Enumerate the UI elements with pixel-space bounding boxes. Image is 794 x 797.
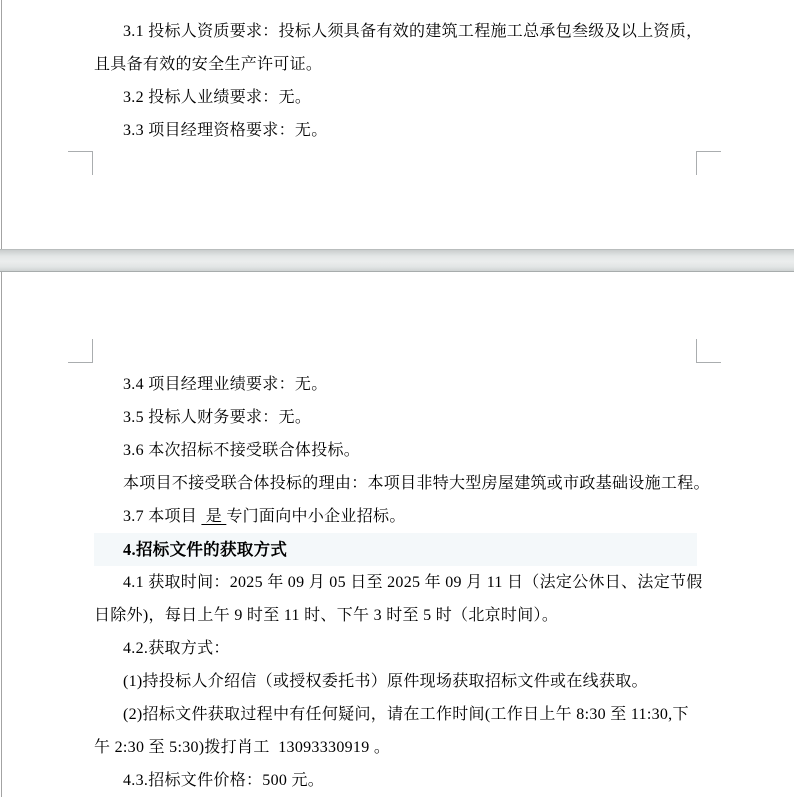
margin-corner-mark-bottom-right (696, 151, 721, 175)
doc-line-3-7[interactable] (94, 500, 734, 533)
margin-corner-mark-bottom-left (68, 151, 93, 175)
doc-line-4-1[interactable]: 4.1 获取时间：2025 年 09 月 05 日至 2025 年 09 月 11 日（法定公休日、法定节假 (123, 574, 703, 591)
page-left-edge-bottom (1, 272, 2, 797)
doc-line-3-6[interactable]: 3.6 本次招标不接受联合体投标。 (123, 442, 361, 459)
section-4-heading[interactable]: 4.招标文件的获取方式 (94, 533, 697, 566)
doc-line-3-1[interactable]: 3.1 投标人资质要求：投标人须具备有效的建筑工程施工总承包叁级及以上资质， (123, 23, 703, 40)
doc-line-4-2-item-1[interactable]: (1)持投标人介绍信（或授权委托书）原件现场获取招标文件或在线获取。 (123, 673, 648, 690)
page-1-text (94, 15, 734, 147)
page-left-edge-top (1, 0, 2, 249)
doc-line-3-5[interactable]: 3.5 投标人财务要求：无。 (123, 409, 312, 426)
page-gap (0, 249, 794, 272)
line-3-7-prefix: 3.7 本项目 (123, 508, 198, 525)
doc-line-4-2-item-2[interactable]: (2)招标文件获取过程中有任何疑问，请在工作时间(工作日上午 8:30 至 11:30,下 (123, 706, 689, 723)
doc-line-4-3[interactable]: 4.3.招标文件价格：500 元。 (123, 772, 325, 789)
margin-corner-mark-top-right (696, 339, 721, 363)
doc-line-3-2[interactable]: 3.2 投标人业绩要求：无。 (123, 89, 312, 106)
doc-line-3-3[interactable]: 3.3 项目经理资格要求：无。 (123, 122, 328, 139)
doc-line-4-2-item-2-cont[interactable]: 午 2:30 至 5:30)拨打肖工 13093330919 。 (94, 739, 391, 756)
doc-line-joint-venture-reason[interactable]: 本项目不接受联合体投标的理由：本项目非特大型房屋建筑或市政基础设施工程。 (123, 475, 710, 492)
page-2-text (94, 368, 734, 797)
doc-line-4-2[interactable]: 4.2.获取方式： (123, 640, 230, 657)
margin-corner-mark-top-left (68, 339, 93, 363)
doc-line-3-1-cont[interactable]: 且具备有效的安全生产许可证。 (94, 56, 323, 73)
doc-line-4-1-cont[interactable]: 日除外)，每日上午 9 时至 11 时、下午 3 时至 5 时（北京时间）。 (94, 607, 559, 624)
doc-line-3-4[interactable]: 3.4 项目经理业绩要求：无。 (123, 376, 328, 393)
underlined-value-yes: 是 (201, 508, 227, 525)
line-3-7-suffix: 专门面向中小企业招标。 (226, 508, 406, 525)
page-1[interactable] (0, 0, 794, 249)
